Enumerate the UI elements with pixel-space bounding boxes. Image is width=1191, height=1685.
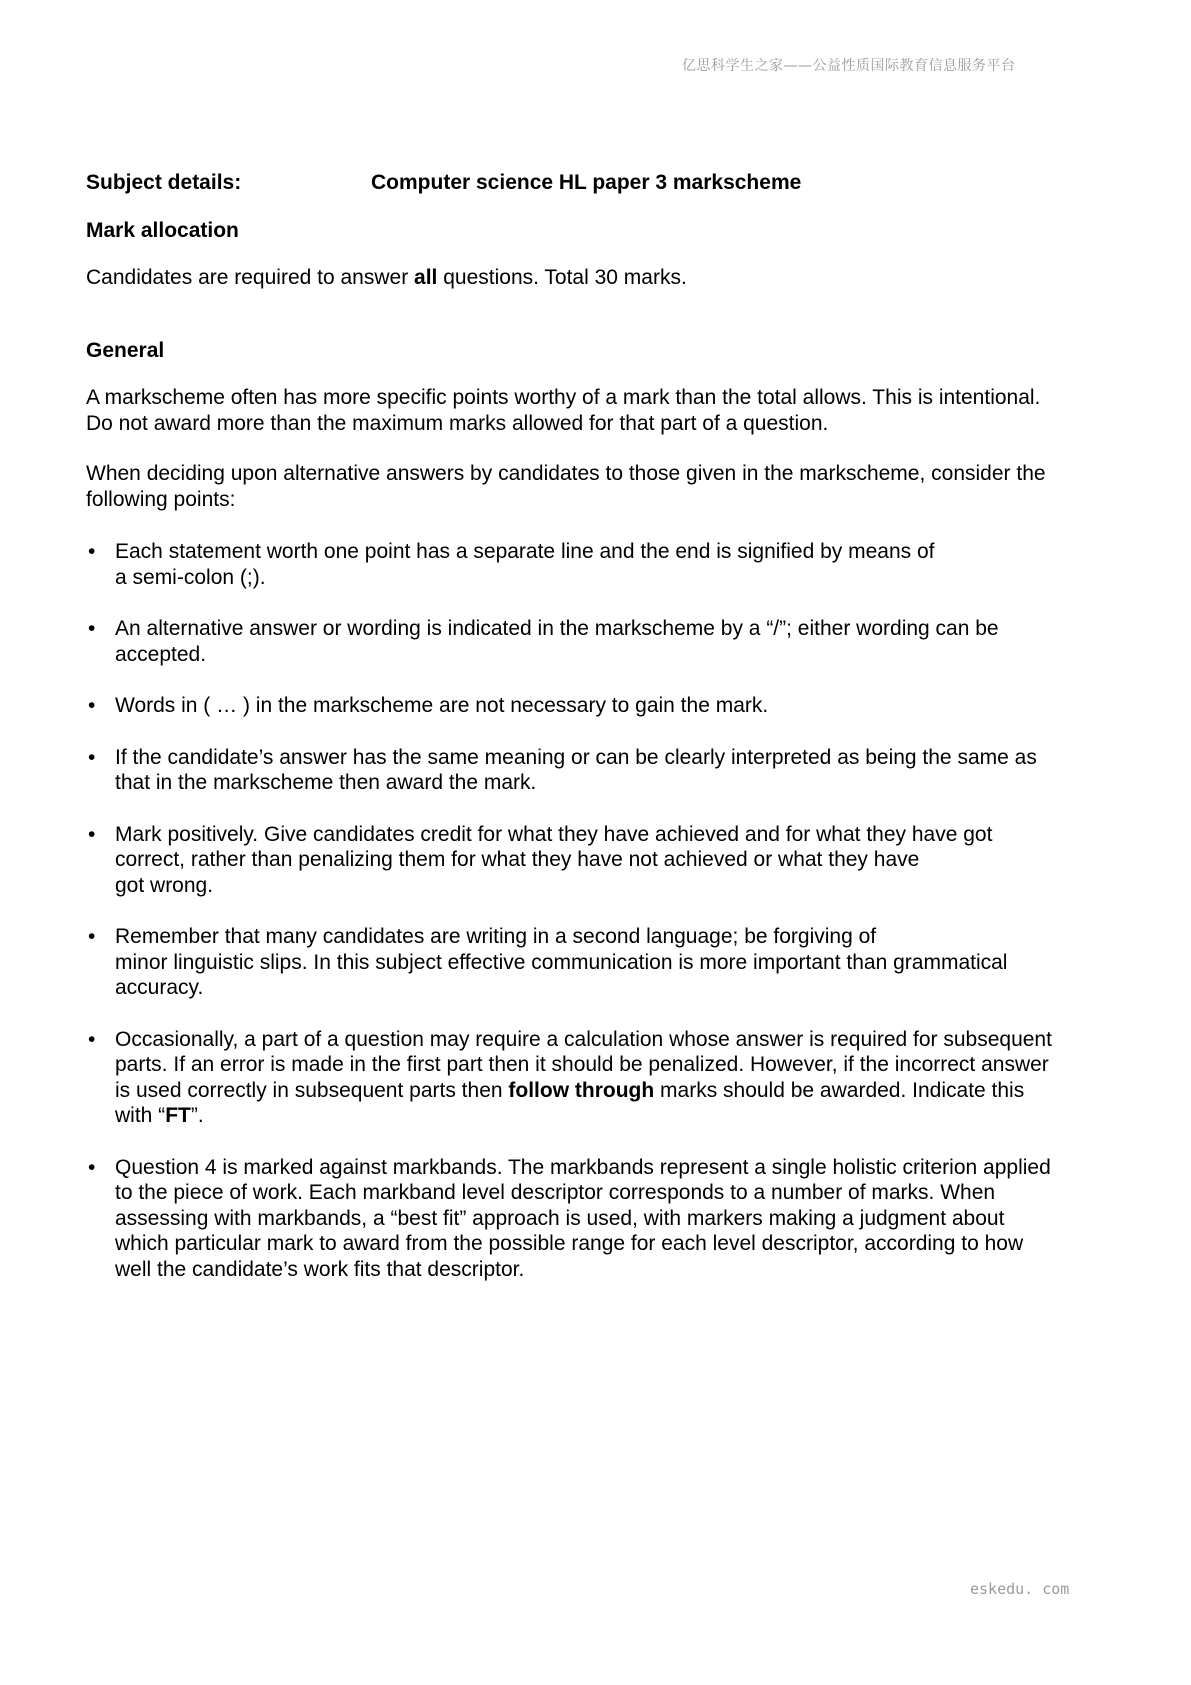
general-paragraph-1 bbox=[86, 385, 1116, 436]
list-item bbox=[86, 924, 1116, 1001]
list-item-line: which particular mark to award from the possible range for each level descriptor, according to how bbox=[115, 1232, 1024, 1255]
list-item-text: ”. bbox=[190, 1104, 204, 1127]
general-paragraph-2-line-1: When deciding upon alternative answers by candidates to those given in the markscheme, consider the bbox=[86, 462, 1046, 485]
follow-through-emphasis: follow through bbox=[508, 1078, 655, 1102]
bullet-icon: • bbox=[88, 1027, 96, 1051]
subject-details-value: Computer science HL paper 3 markscheme bbox=[371, 171, 802, 194]
list-item-line: well the candidate’s work fits that descriptor. bbox=[115, 1257, 525, 1281]
list-item-line: Words in ( … ) in the markscheme are not necessary to gain the mark. bbox=[115, 694, 769, 717]
bullet-icon: • bbox=[88, 694, 96, 717]
general-paragraph-2-line-2: following points: bbox=[86, 487, 236, 511]
mark-allocation-heading: Mark allocation bbox=[86, 218, 239, 242]
list-item-line bbox=[115, 1079, 1024, 1102]
bullet-icon: • bbox=[88, 617, 96, 640]
general-heading: General bbox=[86, 338, 165, 362]
general-paragraph-1-line-1: A markscheme often has more specific points worthy of a mark than the total allows. This is intentional. bbox=[86, 386, 1041, 409]
list-item-line: accepted. bbox=[115, 642, 207, 666]
list-item-line: Mark positively. Give candidates credit for what they have achieved and for what they have got bbox=[115, 822, 993, 846]
mark-allocation-text-start: Candidates are required to answer bbox=[86, 266, 415, 289]
list-item-line: An alternative answer or wording is indicated in the markscheme by a “/”; either wording can be bbox=[115, 617, 999, 640]
bullet-icon: • bbox=[88, 925, 96, 948]
list-item-line: a semi-colon (;). bbox=[115, 565, 266, 589]
list-item bbox=[86, 1027, 1116, 1129]
page-footer-site: eskedu. com bbox=[970, 1580, 1070, 1598]
page-header-watermark: 亿思科学生之家——公益性质国际教育信息服务平台 bbox=[682, 58, 1016, 74]
list-item bbox=[86, 1155, 1116, 1283]
list-item bbox=[86, 693, 1116, 719]
bullet-icon: • bbox=[88, 1155, 96, 1179]
general-paragraph-1-line-2: Do not award more than the maximum marks allowed for that part of a question. bbox=[86, 411, 829, 435]
list-item-text: marks should be awarded. Indicate this bbox=[654, 1078, 1025, 1102]
bullet-icon: • bbox=[88, 540, 96, 563]
list-item bbox=[86, 745, 1116, 796]
list-item-line: parts. If an error is made in the first part then it should be penalized. However, if the incorrect answer bbox=[115, 1053, 1049, 1076]
list-item bbox=[86, 616, 1116, 667]
list-item-text: with “ bbox=[115, 1104, 166, 1127]
list-item-line: to the piece of work. Each markband level descriptor corresponds to a number of marks. When bbox=[115, 1181, 996, 1204]
list-item-line: Question 4 is marked against markbands. The markbands represent a single holistic criterion applied bbox=[115, 1155, 1051, 1179]
list-item-line: If the candidate’s answer has the same meaning or can be clearly interpreted as being the same as bbox=[115, 745, 1037, 769]
bullet-icon: • bbox=[88, 745, 96, 769]
mark-allocation-emphasis: all bbox=[414, 266, 438, 289]
list-item-line: accuracy. bbox=[115, 976, 204, 999]
subject-details-row bbox=[86, 170, 1116, 196]
subject-details-label: Subject details: bbox=[86, 171, 242, 194]
list-item bbox=[86, 539, 1116, 590]
bullet-icon: • bbox=[88, 822, 96, 846]
list-item-line: that in the markscheme then award the mark. bbox=[115, 771, 537, 794]
ft-emphasis: FT bbox=[165, 1104, 191, 1127]
mark-allocation-text bbox=[86, 265, 1116, 291]
mark-allocation-text-end: questions. Total 30 marks. bbox=[437, 266, 687, 289]
general-paragraph-2 bbox=[86, 461, 1116, 512]
list-item-line: correct, rather than penalizing them for what they have not achieved or what they have bbox=[115, 848, 920, 871]
list-item-line: assessing with markbands, a “best fit” approach is used, with markers making a judgment about bbox=[115, 1206, 1005, 1230]
list-item-text: is used correctly in subsequent parts then bbox=[115, 1078, 509, 1102]
list-item-line: Each statement worth one point has a separate line and the end is signified by means of bbox=[115, 540, 935, 563]
list-item-line bbox=[115, 1104, 204, 1127]
markscheme-content bbox=[86, 170, 1116, 1282]
marking-guidance-list bbox=[86, 539, 1116, 1282]
list-item-line: minor linguistic slips. In this subject effective communication is more important than grammatical bbox=[115, 950, 1008, 974]
list-item-line: Occasionally, a part of a question may require a calculation whose answer is required for subsequent bbox=[115, 1027, 1052, 1051]
list-item bbox=[86, 822, 1116, 899]
list-item-line: Remember that many candidates are writing in a second language; be forgiving of bbox=[115, 925, 877, 948]
list-item-line: got wrong. bbox=[115, 873, 214, 897]
